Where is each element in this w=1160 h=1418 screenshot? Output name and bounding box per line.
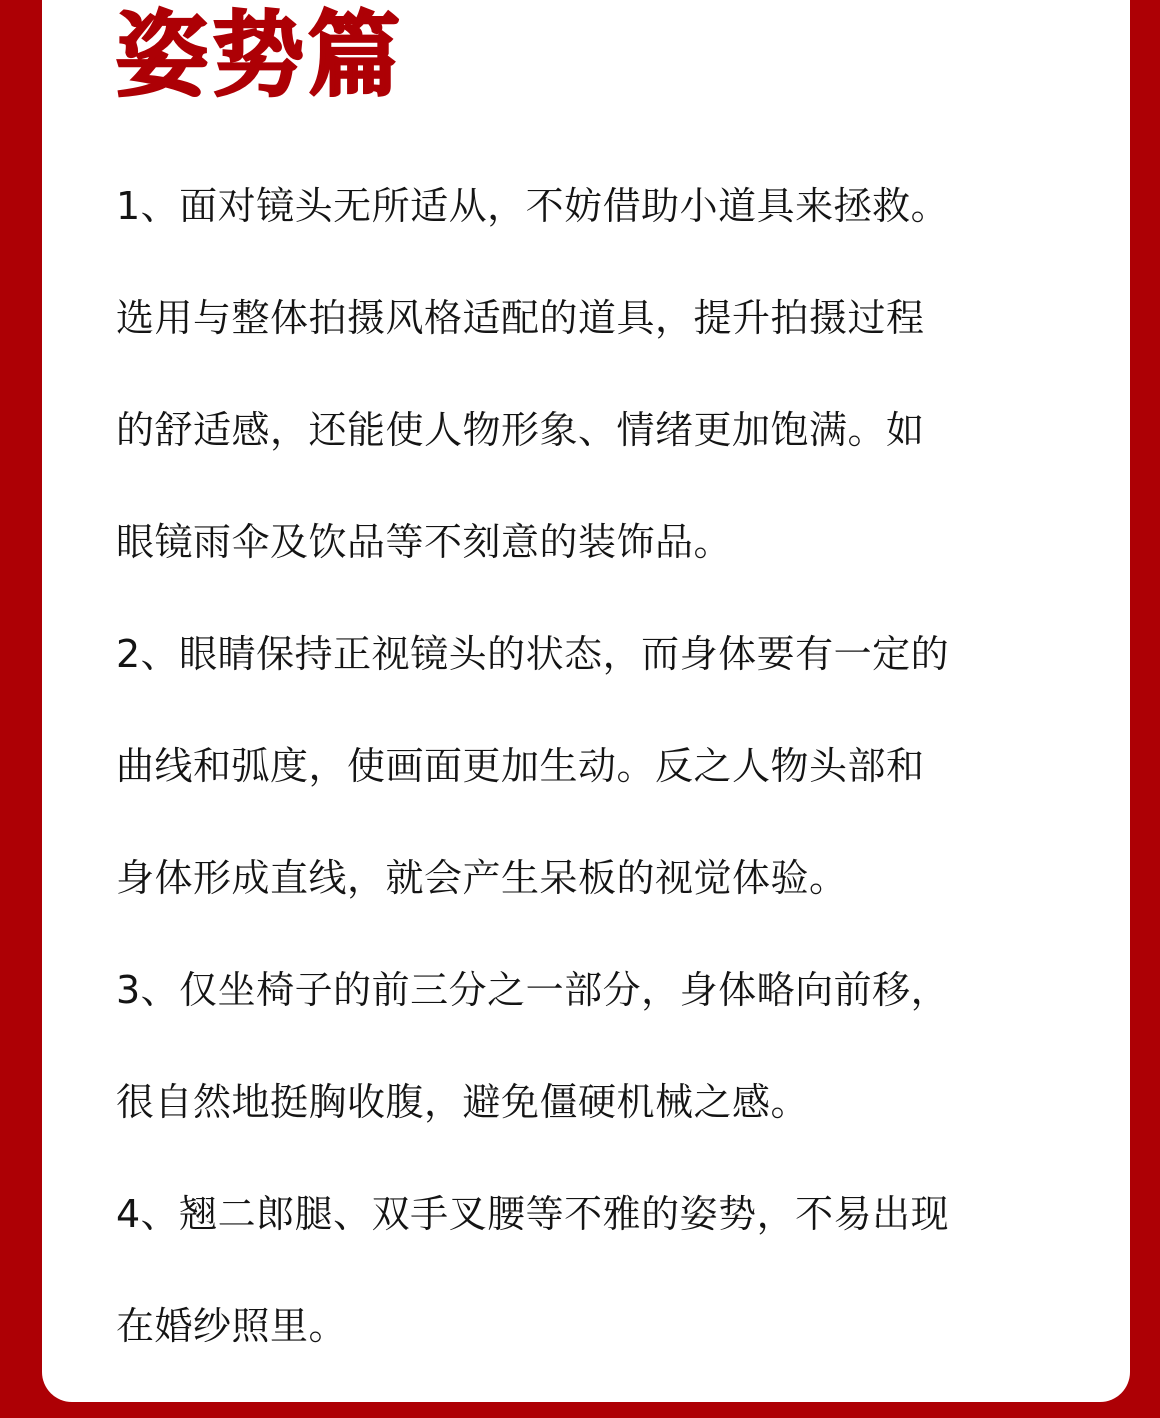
text-line: 3、仅坐椅子的前三分之一部分，身体略向前移， — [116, 968, 950, 1012]
text-line: 4、翘二郎腿、双手叉腰等不雅的姿势，不易出现 — [116, 1192, 950, 1236]
text-line: 的舒适感，还能使人物形象、情绪更加饱满。如 — [116, 408, 925, 452]
text-line: 曲线和弧度，使画面更加生动。反之人物头部和 — [116, 744, 925, 788]
text-line: 很自然地挺胸收腹，避免僵硬机械之感。 — [116, 1080, 810, 1124]
text-line: 身体形成直线，就会产生呆板的视觉体验。 — [116, 856, 848, 900]
page-title: 姿势篇 — [116, 2, 405, 109]
text-line: 在婚纱照里。 — [116, 1304, 348, 1348]
tips-text-block — [116, 150, 1046, 1382]
text-line: 眼镜雨伞及饮品等不刻意的装饰品。 — [116, 520, 733, 564]
text-line: 2、眼睛保持正视镜头的状态，而身体要有一定的 — [116, 632, 950, 676]
text-line: 选用与整体拍摄风格适配的道具，提升拍摄过程 — [116, 296, 925, 340]
text-line: 1、面对镜头无所适从，不妨借助小道具来拯救。 — [116, 184, 950, 228]
